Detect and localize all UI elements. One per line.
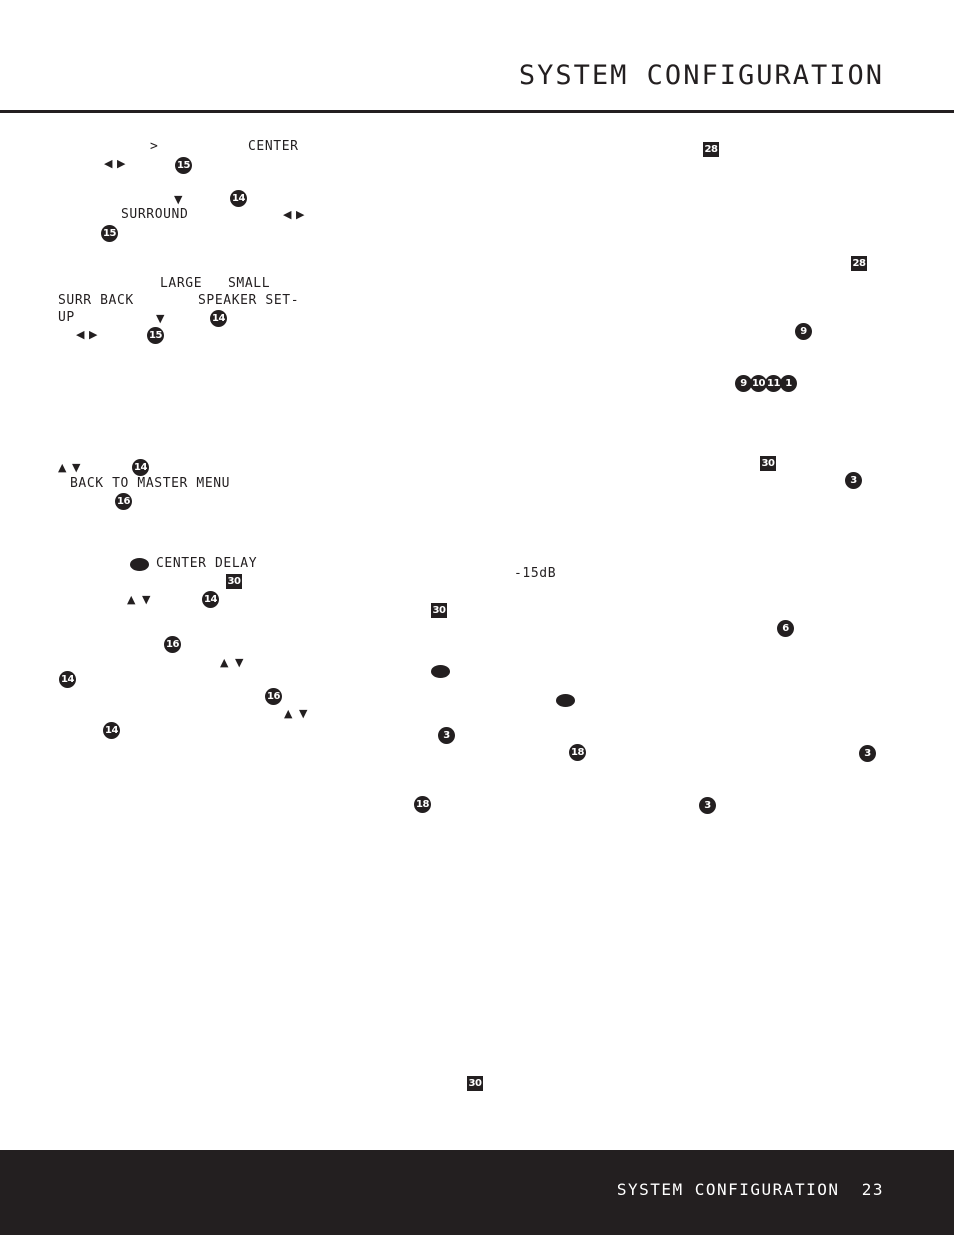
callout-9-icon: 9	[795, 323, 812, 340]
back-to-master-label: BACK TO MASTER MENU	[70, 476, 231, 491]
callout-14-icon: 14	[59, 671, 76, 688]
level-value: -15dB	[514, 566, 557, 581]
callout-14-icon: 14	[210, 310, 227, 327]
callout-3-icon: 3	[438, 727, 455, 744]
callout-3-icon: 3	[699, 797, 716, 814]
callout-14-icon: 14	[103, 722, 120, 739]
small-label: SMALL	[228, 276, 271, 291]
callout-16-icon: 16	[115, 493, 132, 510]
down-arrow-icon: ▼	[72, 461, 81, 474]
callout-30-icon: 30	[227, 576, 241, 587]
left-arrow-icon: ◀	[76, 328, 85, 341]
surround-label: SURROUND	[121, 207, 189, 222]
callout-9-icon: 9	[735, 375, 752, 392]
down-arrow-icon: ▼	[235, 656, 244, 669]
page-number: 23	[861, 1180, 884, 1199]
callout-10-icon: 10	[750, 375, 767, 392]
down-arrow-icon: ▼	[174, 193, 183, 206]
callout-14-icon: 14	[230, 190, 247, 207]
callout-18-icon: 18	[569, 744, 586, 761]
up-arrow-icon: ▲	[220, 656, 229, 669]
footer-section: SYSTEM CONFIGURATION	[616, 1180, 840, 1199]
callout-30-icon: 30	[761, 458, 775, 469]
right-arrow-icon: ▶	[89, 328, 98, 341]
callout-3-icon: 3	[845, 472, 862, 489]
down-arrow-icon: ▼	[156, 312, 165, 325]
callout-14-icon: 14	[202, 591, 219, 608]
callout-11-icon: 11	[765, 375, 782, 392]
callout-30-icon: 30	[432, 605, 446, 616]
oval-bullet-icon	[556, 694, 575, 707]
down-arrow-icon: ▼	[142, 593, 151, 606]
up-arrow-icon: ▲	[127, 593, 136, 606]
speaker-setup-label: SPEAKER SET-	[198, 293, 300, 308]
gt-symbol: >	[150, 139, 159, 154]
callout-6-icon: 6	[777, 620, 794, 637]
callout-16-icon: 16	[265, 688, 282, 705]
callout-16-icon: 16	[164, 636, 181, 653]
speaker-setup-label-cont: UP	[58, 310, 75, 325]
down-arrow-icon: ▼	[299, 707, 308, 720]
right-arrow-icon: ▶	[117, 157, 126, 170]
left-arrow-icon: ◀	[104, 157, 113, 170]
callout-1-icon: 1	[780, 375, 797, 392]
page-title: SYSTEM CONFIGURATION	[518, 60, 884, 91]
callout-28-icon: 28	[704, 144, 718, 155]
center-label: CENTER	[248, 139, 299, 154]
oval-bullet-icon	[431, 665, 450, 678]
footer-label	[617, 1182, 884, 1198]
oval-bullet-icon	[130, 558, 149, 571]
callout-14-icon: 14	[132, 459, 149, 476]
callout-15-icon: 15	[175, 157, 192, 174]
up-arrow-icon: ▲	[58, 461, 67, 474]
callout-15-icon: 15	[147, 327, 164, 344]
right-arrow-icon: ▶	[296, 208, 305, 221]
callout-28-icon: 28	[852, 258, 866, 269]
callout-30-icon: 30	[468, 1078, 482, 1089]
surr-back-label: SURR BACK	[58, 293, 134, 308]
left-arrow-icon: ◀	[283, 208, 292, 221]
large-label: LARGE	[160, 276, 203, 291]
callout-3-icon: 3	[859, 745, 876, 762]
center-delay-label: CENTER DELAY	[156, 556, 258, 571]
header-rule	[0, 110, 954, 113]
callout-18-icon: 18	[414, 796, 431, 813]
callout-15-icon: 15	[101, 225, 118, 242]
up-arrow-icon: ▲	[284, 707, 293, 720]
